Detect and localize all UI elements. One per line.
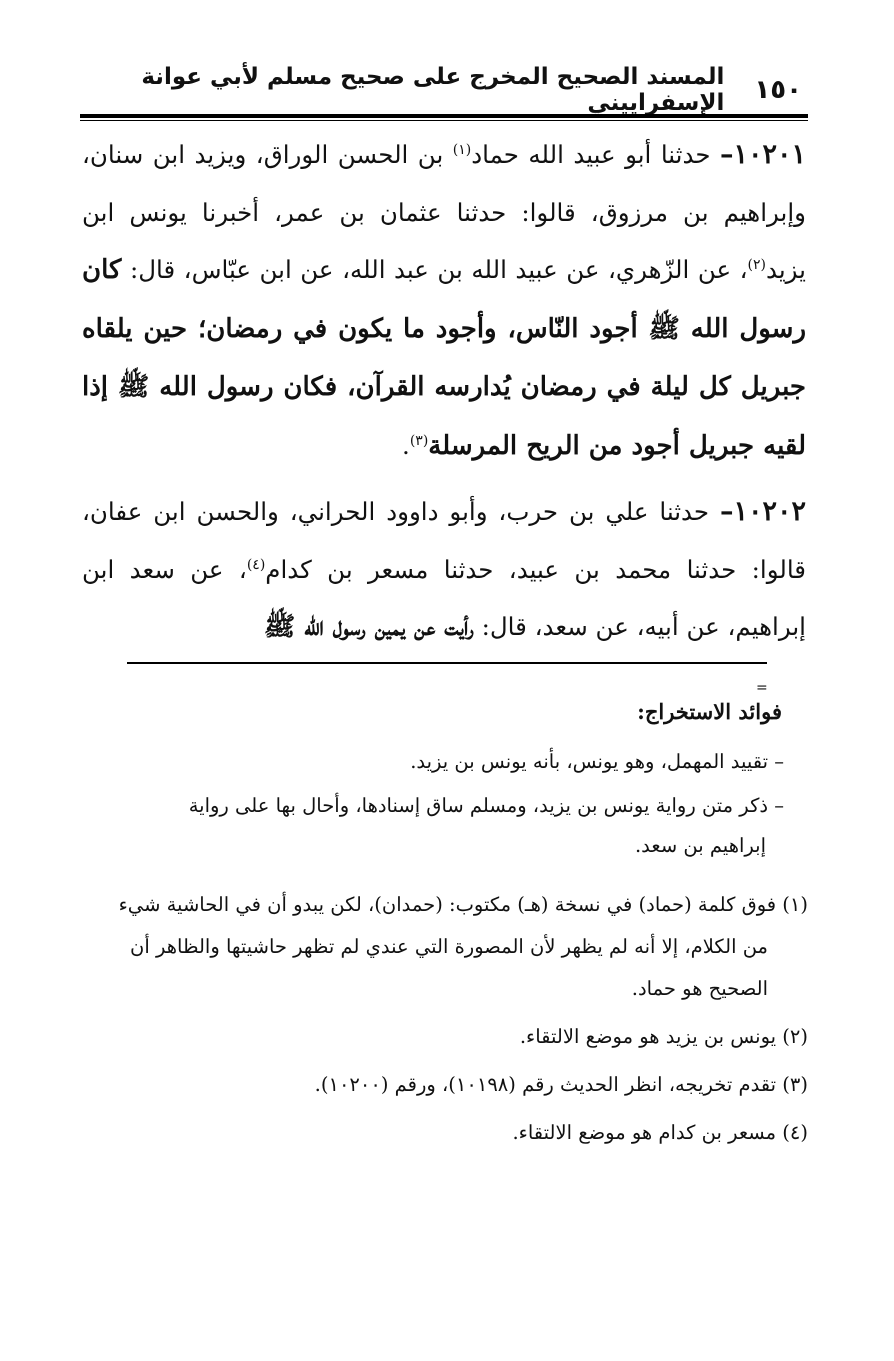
- hadith-dash: –: [719, 139, 734, 170]
- footnote-ref: (١): [452, 141, 472, 158]
- benefit-text: – ذكر متن رواية يونس بن يزيد، ومسلم ساق إسنادها، وأحال بها على رواية: [188, 794, 784, 817]
- footnote-ref: (٣): [409, 432, 429, 449]
- isnad-text: ، عن سعد ابن إبراهيم، عن أبيه، عن سعد، قال:: [82, 554, 806, 641]
- footnotes: [82, 884, 808, 1160]
- footnote-text: (٣) تقدم تخريجه، انظر الحديث رقم (١٠١٩٨)، ورقم (١٠٢٠٠).: [314, 1073, 808, 1096]
- footnote-text: (٢) يونس بن يزيد هو موضع الالتقاء.: [519, 1025, 808, 1048]
- footnote-4: [82, 1112, 808, 1154]
- isnad-text: حدثنا أبو عبيد الله حماد: [471, 140, 711, 169]
- benefit-text-cont: إبراهيم بن سعد.: [634, 834, 766, 857]
- hadith-dash: –: [719, 496, 734, 527]
- benefit-item: [82, 786, 804, 866]
- footnote-text: (١) فوق كلمة (حماد) في نسخة (هـ) مكتوب: (حمدان)، لكن يبدو أن في الحاشية شيء: [118, 893, 808, 916]
- header-rule-thin: [80, 120, 808, 121]
- matn-text: كان رسول الله ﷺ أجود النّاس، وأجود ما يكون في رمضان؛ حين يلقاه جبريل كل ليلة في رمضان يُدارسه القرآن، فكان رسول الله ﷺ إذا لقيه جبريل أجود من الريح المرسلة: [82, 255, 806, 461]
- benefits-title: فوائد الاستخراج:: [637, 699, 782, 724]
- footnote-separator: [127, 662, 767, 664]
- footnote-ref: (٤): [246, 556, 266, 573]
- page-number: ١٥٠: [754, 75, 802, 105]
- hadith-10202: [82, 483, 806, 657]
- footnote-2: [82, 1016, 808, 1058]
- benefit-text: – تقييد المهمل، وهو يونس، بأنه يونس بن يزيد.: [410, 750, 784, 773]
- header-rule-thick: [80, 114, 808, 118]
- matn-text: رأيت عن يمين رسول الله ﷺ: [263, 612, 474, 642]
- hadith-number: ١٠٢٠٢: [733, 496, 806, 527]
- running-header: [90, 64, 802, 116]
- hadith-number: ١٠٢٠١: [733, 139, 806, 170]
- isnad-text: ، عن الزّهري، عن عبيد الله بن عبد الله، عن ابن عبّاس، قال:: [129, 255, 748, 284]
- hadith-10201: [82, 126, 806, 475]
- isnad-text: حدثنا علي بن حرب، وأبو داوود الحراني، والحسن ابن عفان، قالوا: حدثنا محمد بن عبيد، حدثنا مسعر بن كدام: [82, 497, 806, 584]
- extraction-benefits: [82, 692, 804, 870]
- footnote-1: [82, 884, 808, 1010]
- isnad-text: بن الحسن الوراق، ويزيد ابن سنان، وإبراهيم بن مرزوق، قالوا: حدثنا عثمان بن عمر، أخبرنا يونس ابن يزيد: [82, 140, 807, 284]
- footnote-ref: (٢): [747, 256, 766, 273]
- footnote-text-cont: من الكلام، إلا أنه لم يظهر لأن المصورة التي عندي لم تظهر حاشيتها والظاهر أن: [130, 935, 768, 958]
- book-title: المسند الصحيح المخرج على صحيح مسلم لأبي عوانة الإسفراييني: [141, 64, 725, 116]
- main-text: [82, 126, 806, 665]
- benefit-item: [82, 742, 804, 782]
- footnote-text-cont: الصحيح هو حماد.: [631, 977, 768, 1000]
- period: .: [402, 430, 410, 460]
- continuation-marker: =: [756, 680, 768, 696]
- footnote-3: [82, 1064, 808, 1106]
- footnote-text: (٤) مسعر بن كدام هو موضع الالتقاء.: [512, 1121, 808, 1144]
